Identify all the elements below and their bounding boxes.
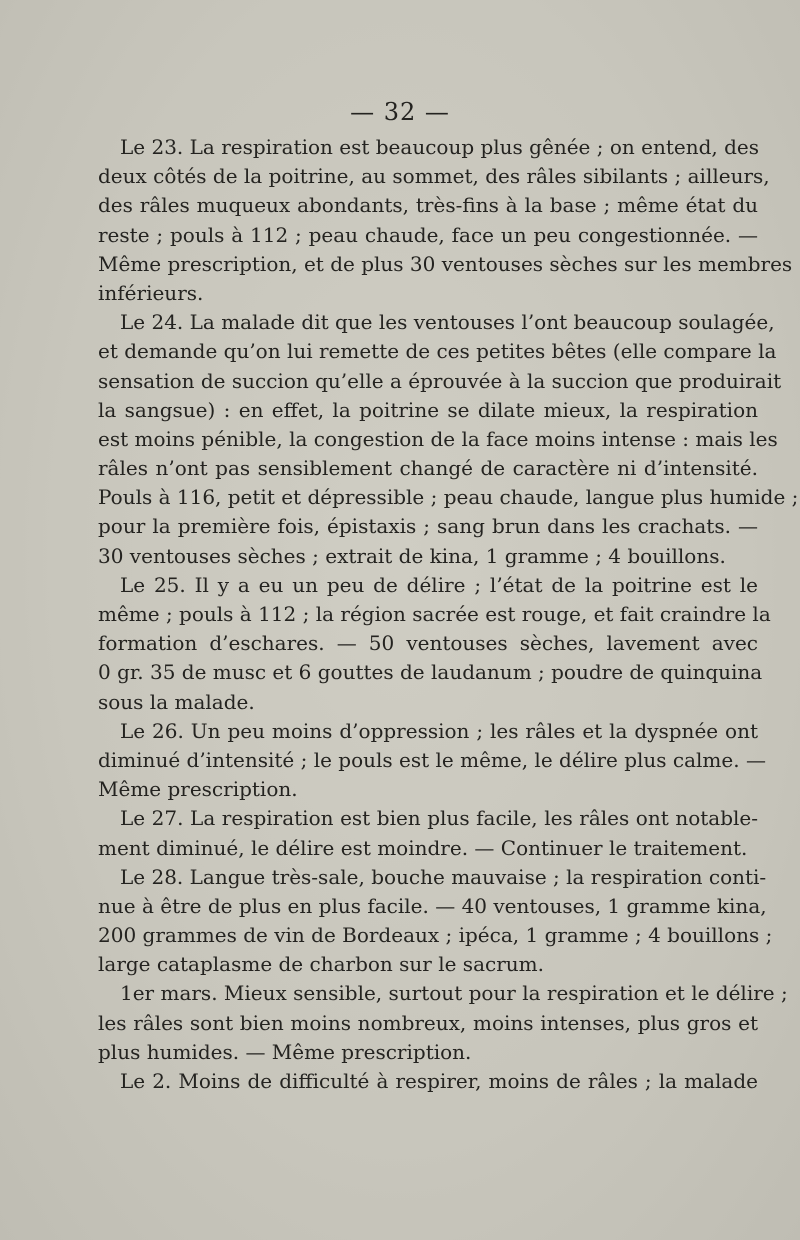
text-line: pour la première fois, épistaxis ; sang brun dans les crachats. —: [98, 514, 758, 539]
text-line: est moins pénible, la congestion de la face moins intense : mais les: [98, 426, 778, 451]
text-line: plus humides. — Même prescription.: [98, 1039, 472, 1064]
text-line: 1er mars. Mieux sensible, surtout pour la respiration et le délire ;: [120, 981, 788, 1006]
text-line: Même prescription.: [98, 777, 298, 802]
text-line: les râles sont bien moins nombreux, moins intenses, plus gros et: [98, 1010, 758, 1035]
text-line: deux côtés de la poitrine, au sommet, des râles sibilants ; ailleurs,: [98, 164, 770, 189]
text-line: Le 27. La respiration est bien plus facile, les râles ont notable-: [120, 806, 758, 831]
text-line: formation d’eschares. — 50 ventouses sèches, lavement avec: [98, 631, 758, 656]
text-line: diminué d’intensité ; le pouls est le même, le délire plus calme. —: [98, 747, 766, 772]
text-line: Le 25. Il y a eu un peu de délire ; l’état de la poitrine est le: [120, 572, 758, 597]
text-line: Le 23. La respiration est beaucoup plus gênée ; on entend, des: [120, 135, 759, 159]
text-line: râles n’ont pas sensiblement changé de caractère ni d’intensité.: [98, 456, 758, 481]
text-line: Même prescription, et de plus 30 ventouses sèches sur les membres: [98, 251, 793, 276]
text-line: 200 grammes de vin de Bordeaux ; ipéca, 1 gramme ; 4 bouillons ;: [98, 923, 773, 948]
text-line: sous la malade.: [98, 689, 255, 714]
text-line: Le 24. La malade dit que les ventouses l’ont beaucoup soulagée,: [120, 310, 775, 335]
text-line: Le 2. Moins de difficulté à respirer, moins de râles ; la malade: [120, 1069, 758, 1093]
text-line: reste ; pouls à 112 ; peau chaude, face un peu congestionnée. —: [98, 222, 758, 247]
text-line: sensation de succion qu’elle a éprouvée à la succion que produirait: [98, 368, 782, 393]
text-line: 30 ventouses sèches ; extrait de kina, 1 gramme ; 4 bouillons.: [98, 543, 726, 568]
text-line: et demande qu’on lui remette de ces petites bêtes (elle compare la: [98, 339, 777, 364]
text-line: la sangsue) : en effet, la poitrine se dilate mieux, la respiration: [98, 397, 758, 422]
text-line: ment diminué, le délire est moindre. — Continuer le traitement.: [98, 835, 748, 860]
text-line: même ; pouls à 112 ; la région sacrée est rouge, et fait craindre la: [98, 602, 771, 626]
text-line: 0 gr. 35 de musc et 6 gouttes de laudanum ; poudre de quinquina: [98, 660, 763, 685]
text-line: Le 28. Langue très-sale, bouche mauvaise ; la respiration conti-: [120, 864, 767, 889]
body-text: [98, 133, 799, 1096]
page-number: — 32 —: [350, 98, 450, 126]
text-line: nue à être de plus en plus facile. — 40 ventouses, 1 gramme kina,: [98, 893, 767, 918]
text-line: des râles muqueux abondants, très-fins à la base ; même état du: [98, 193, 758, 218]
text-line: large cataplasme de charbon sur le sacrum.: [98, 952, 544, 977]
text-line: Le 26. Un peu moins d’oppression ; les râles et la dyspnée ont: [120, 718, 758, 743]
text-line: Pouls à 116, petit et dépressible ; peau chaude, langue plus humide ;: [98, 485, 799, 510]
text-line: inférieurs.: [98, 280, 204, 305]
